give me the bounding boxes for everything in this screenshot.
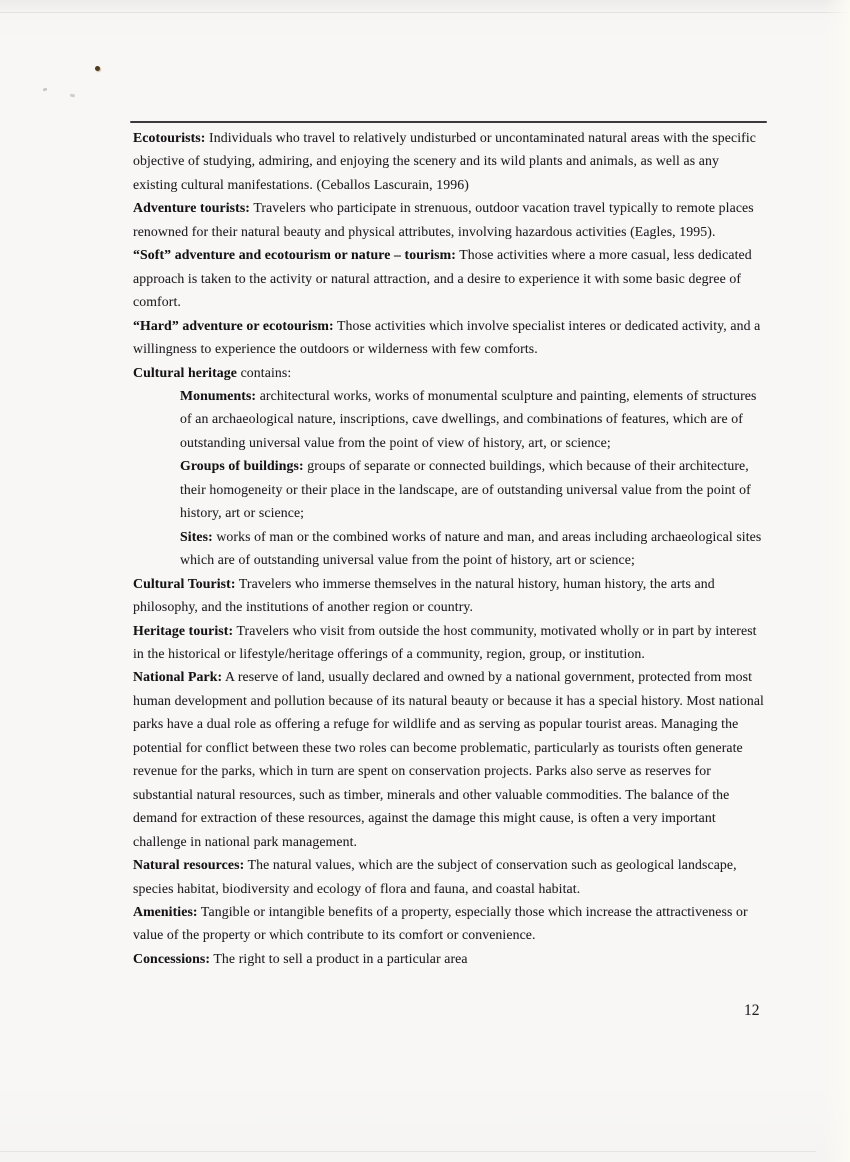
definition-text: Tangible or intangible benefits of a property, especially those which increase the attractiveness or value of the property or which contribute to its comfort or convenience. — [133, 903, 748, 943]
definition-cultural-heritage — [133, 361, 767, 384]
definition-heritage-tourist — [133, 619, 767, 666]
definition-groups-of-buildings — [180, 454, 767, 524]
scan-speck — [95, 66, 100, 71]
definition-term: National Park: — [133, 669, 223, 685]
definition-text: Travelers who visit from outside the host community, motivated wholly or in part by interest in the historical or lifestyle/heritage offerings of a community, region, group, or institution. — [133, 622, 757, 661]
definition-natural-resources — [133, 853, 767, 900]
definition-text: The right to sell a product in a particular area — [213, 950, 468, 966]
definition-text: Individuals who travel to relatively undisturbed or uncontaminated natural areas with the specific objective of studying, admiring, and enjoying the scenery and its wild plants and animals, as well as any existing cultural manifestations. (Ceballos Lascurain, 1996) — [133, 130, 756, 192]
definition-ecotourists — [133, 126, 767, 196]
scan-top-edge — [0, 12, 850, 13]
definition-text: contains: — [240, 364, 292, 380]
definition-term: Concessions: — [133, 950, 211, 966]
scan-right-edge — [824, 0, 850, 1162]
definition-hard-adventure — [133, 314, 767, 361]
definition-term: Cultural Tourist: — [133, 575, 236, 591]
definition-concessions — [133, 947, 767, 970]
definition-term: “Hard” adventure or ecotourism: — [133, 317, 334, 333]
definition-term: Ecotourists: — [133, 130, 206, 145]
scan-bottom-edge — [0, 1151, 816, 1152]
scan-speck — [70, 93, 76, 97]
definition-text: Those activities which involve specialist interes or dedicated activity, and a willingness to experience the outdoors or wilderness with few comforts. — [133, 317, 761, 357]
definition-text: works of man or the combined works of nature and man, and areas including archaeological sites which are of outstanding universal value from the point of history, art or science; — [180, 528, 762, 568]
definition-monuments — [180, 384, 767, 454]
page-number: 12 — [744, 1002, 760, 1019]
definition-amenities — [133, 900, 767, 947]
definition-sites — [180, 525, 767, 572]
definition-term: Monuments: — [180, 387, 257, 403]
definition-term: Heritage tourist: — [133, 622, 234, 638]
definition-text: groups of separate or connected buildings, which because of their architecture, their homogeneity or their place in the landscape, are of outstanding universal value from the point of history, art or science; — [180, 458, 751, 521]
definition-text: Travelers who participate in strenuous, outdoor vacation travel typically to remote places renowned for their natural beauty and physical attributes, involving hazardous activities (Eagles, 1995). — [133, 200, 754, 239]
definition-term: Groups of buildings: — [180, 458, 304, 474]
definition-national-park — [133, 665, 767, 853]
definition-text: Travelers who immerse themselves in the natural history, human history, the arts and philosophy, and the institutions of another region or country. — [133, 575, 715, 615]
definition-term: Adventure tourists: — [133, 200, 250, 216]
definitions-list — [133, 126, 767, 970]
definition-term: Natural resources: — [133, 857, 245, 873]
scan-speck — [43, 87, 48, 91]
definition-term: Amenities: — [133, 903, 198, 919]
top-horizontal-rule — [130, 121, 767, 123]
definition-cultural-tourist — [133, 572, 767, 619]
definition-adventure-tourists — [133, 196, 767, 243]
definition-text: architectural works, works of monumental sculpture and painting, elements of structures of an archaeological nature, inscriptions, cave dwellings, and combinations of features, which are of outstanding universal value from the point of view of history, art, or science; — [180, 387, 757, 450]
definition-term: Sites: — [180, 528, 213, 544]
definition-text: A reserve of land, usually declared and owned by a national government, protected from most human development and pollution because of its natural beauty or because it has a special history. Most national parks have a dual role as offering a refuge for wildlife and as serving as popular tourist areas. Managing the potential for conflict between these two roles can become problematic, particularly as tourists often generate revenue for the parks, which in turn are spent on conservation projects. Parks also serve as reserves for substantial natural resources, such as timber, minerals and other valuable commodities. The balance of the demand for extraction of these resources, against the damage this might cause, is often a very important challenge in national park management. — [133, 669, 764, 849]
definition-term: Cultural heritage — [133, 364, 238, 380]
definition-text: Those activities where a more casual, less dedicated approach is taken to the activity or natural attraction, and a desire to experience it with some basic degree of comfort. — [133, 247, 752, 310]
definition-text: The natural values, which are the subject of conservation such as geological landscape, species habitat, biodiversity and ecology of flora and fauna, and coastal habitat. — [133, 857, 737, 896]
definition-term: “Soft” adventure and ecotourism or nature – tourism: — [133, 247, 456, 263]
definition-soft-adventure — [133, 243, 767, 313]
